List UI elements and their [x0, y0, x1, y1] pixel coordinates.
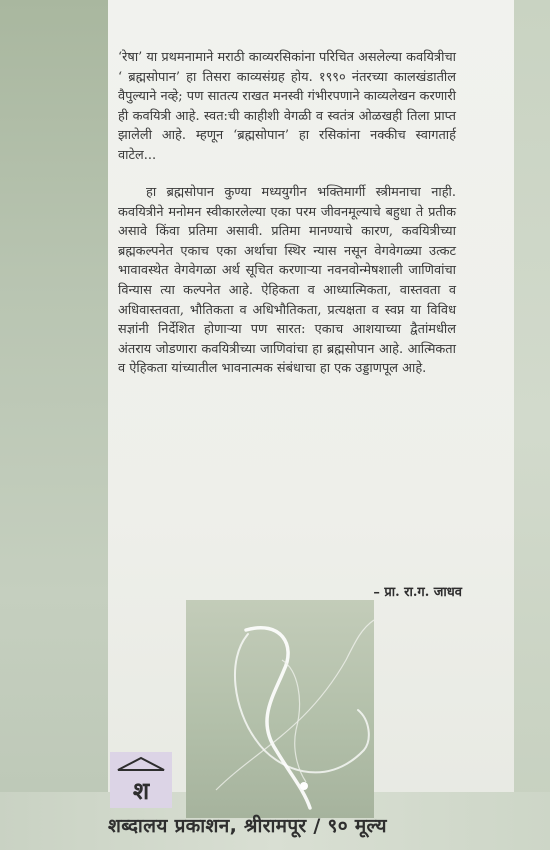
left-color-strip	[0, 0, 108, 850]
blurb-text	[118, 48, 456, 379]
blurb-paragraph-two: हा ब्रह्मसोपान कुण्या मध्ययुगीन भक्तिमार्गी स्त्रीमनाचा नाही. कवयित्रीने मनोमन स्वीकारलेल्या एका परम जीवनमूल्याचे बहुधा ते प्रतीक असावे किंवा प्रतिमा असावी. प्रतिमा मानण्याचे कारण, कवयित्रीच्या ब्रह्मकल्पनेत एकाच एका अर्थाचा स्थिर न्यास नसून वेगवेगळ्या उत्कट भावावस्थेत वेगवेगळा अर्थ सूचित करणाऱ्या नवनवोन्मेषशाली जाणिवांचा विन्यास त्या कल्पनेत आहे. ऐहिकता व आध्यात्मिकता, वास्तवता व अधिवास्तवता, भौतिकता व अधिभौतिकता, प्रत्यक्षता व स्वप्न या विविध सज्ञांनी निर्देशित होणाऱ्या पण सारत: एकाच आशयाच्या द्वैतांमधील अंतराय जोडणारा कवयित्रीच्या जाणिवांचा हा ब्रह्मसोपान आहे. आत्मिकता व ऐहिकता यांच्यातील भावनात्मक संबंधाचा हा एक उड्डाणपूल आहे.	[118, 185, 456, 377]
art-dot-icon	[300, 782, 308, 790]
publisher-logo-letter: श	[132, 777, 150, 805]
publisher-logo-icon	[110, 752, 172, 808]
right-color-strip	[514, 0, 550, 850]
cover-artwork	[186, 600, 374, 818]
publisher-footer: शब्दालय प्रकाशन, श्रीरामपूर / ९० मूल्य	[108, 815, 387, 837]
author-attribution: – प्रा. रा.ग. जाधव	[373, 585, 462, 600]
abstract-line-art	[186, 600, 374, 818]
blurb-paragraph-one: ‘रेषा’ या प्रथमनामाने मराठी काव्यरसिकांना परिचित असलेल्या कवयित्रीचा ‘ ब्रह्मसोपान’ हा तिसरा काव्यसंग्रह होय. १९९० नंतरच्या कालखंडातील वैपुल्याने नव्हे; पण सातत्य राखत मनस्वी गंभीरपणाने काव्यलेखन करणारी ही कवयित्री आहे. स्वत:ची काहीशी वेगळी व स्वतंत्र ओळखही तिला प्राप्त झालेली आहे. म्हणून ‘ब्रह्मसोपान’ हा रसिकांना नक्कीच स्वागतार्ह वाटेल...	[118, 50, 456, 163]
publisher-logo	[110, 752, 172, 808]
